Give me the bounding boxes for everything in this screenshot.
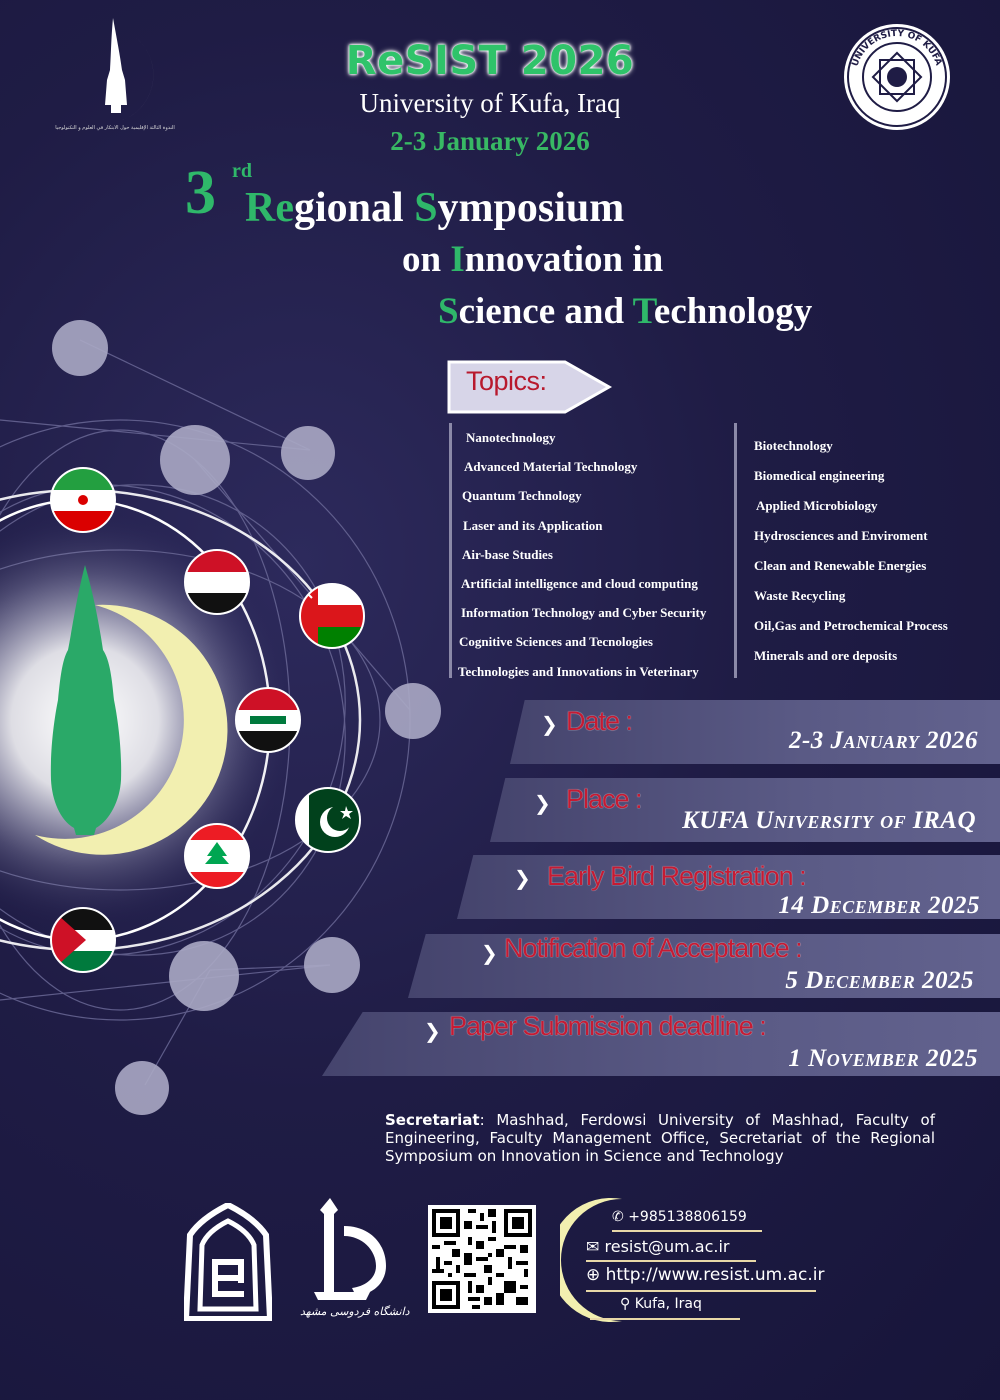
topic-item: Biotechnology	[754, 438, 833, 453]
secretariat-label: Secretariat	[385, 1111, 480, 1129]
divider	[586, 1260, 756, 1262]
envelope-icon: ✉	[586, 1237, 600, 1256]
topic-item: Applied Microbiology	[756, 498, 878, 513]
topic-item: Air-base Studies	[462, 546, 553, 562]
topics-divider	[734, 423, 737, 678]
topics-label: Topics:	[466, 366, 547, 396]
title-text: ymposium	[437, 185, 625, 231]
date-label: Date :	[566, 706, 633, 736]
secretariat-body: : Mashhad, Ferdowsi University of Mashhad, Faculty of Engineering, Faculty Management Office, Secretariat of the Regional Symposium on Innovation in Science and Technology	[385, 1111, 935, 1165]
topic-item: Cognitive Sciences and Tecnologies	[459, 634, 653, 650]
contact-phone[interactable]	[612, 1209, 747, 1225]
topic-item: Laser and its Application	[463, 517, 603, 533]
conference-dates: 2-3 January 2026	[390, 126, 590, 156]
contact-email[interactable]	[586, 1237, 729, 1256]
title-text: gional	[293, 185, 415, 231]
topics-column-2	[754, 438, 948, 678]
contact-location	[620, 1296, 702, 1312]
kufa-mosque-logo	[184, 1203, 272, 1321]
date-value: 2-3 January 2026	[788, 727, 978, 754]
title-text: on	[402, 239, 451, 280]
title-ordinal-number: 3	[185, 159, 216, 227]
title-text: nnovation in	[464, 239, 664, 280]
topic-item: Biomedical engineering	[754, 468, 885, 483]
email-address: resist@um.ac.ir	[604, 1237, 730, 1256]
submission-label: Paper Submission deadline :	[449, 1011, 766, 1041]
topic-item: Waste Recycling	[754, 588, 846, 603]
topic-item: Oil,Gas and Petrochemical Process	[754, 618, 948, 633]
topic-item: Artificial intelligence and cloud computing	[461, 575, 698, 591]
early-bird-value: 14 December 2025	[778, 892, 980, 919]
divider	[612, 1230, 762, 1232]
title-accent: T	[632, 291, 654, 332]
location-text: Kufa, Iraq	[634, 1296, 702, 1312]
chevron-right-icon: ❯	[424, 1019, 441, 1043]
title-line-1	[245, 184, 624, 232]
chevron-right-icon: ❯	[514, 866, 531, 890]
title-accent: I	[450, 239, 465, 280]
logo-caption: الندوة الثالثة الإقليمية حول الابتكار في العلوم و التكنولوجيا	[55, 125, 175, 131]
location-pin-icon: ⚲	[620, 1296, 631, 1312]
topic-item: Minerals and ore deposits	[754, 648, 898, 663]
divider	[586, 1290, 816, 1292]
title-line-2	[402, 238, 663, 281]
globe-icon: ⊕	[586, 1265, 601, 1285]
title-accent: S	[414, 185, 438, 231]
ferdowsi-caption: دانشگاه فردوسی مشهد	[300, 1305, 410, 1318]
qr-code[interactable]	[428, 1205, 536, 1313]
conference-name: ReSIST 2026	[345, 38, 635, 84]
topic-item: Clean and Renewable Energies	[754, 558, 927, 573]
topics-divider	[449, 423, 452, 678]
place-value: KUFA University of IRAQ	[682, 807, 976, 834]
kufa-university-seal	[842, 22, 952, 132]
title-line-3	[438, 290, 812, 333]
seal-text: UNIVERSITY OF KUFA	[850, 28, 944, 68]
symposium-logo	[55, 15, 175, 135]
ferdowsi-university-logo	[300, 1196, 410, 1324]
phone-icon: ✆	[612, 1209, 624, 1225]
contact-website[interactable]	[586, 1265, 825, 1285]
globe-illustration	[0, 300, 450, 1120]
chevron-right-icon: ❯	[541, 712, 558, 736]
title-ordinal-suffix: rd	[232, 160, 252, 182]
notification-label: Notification of Acceptance :	[504, 933, 802, 963]
website-url: http://www.resist.um.ac.ir	[605, 1265, 825, 1285]
phone-number: +985138806159	[628, 1209, 747, 1225]
title-text: echnology	[653, 291, 813, 332]
topic-item: Information Technology and Cyber Security	[461, 605, 707, 621]
chevron-right-icon: ❯	[481, 941, 498, 965]
divider	[590, 1318, 740, 1320]
title-accent: Re	[245, 185, 294, 231]
topic-item: Advanced Material Technology	[464, 459, 638, 475]
conference-university: University of Kufa, Iraq	[359, 88, 621, 118]
chevron-right-icon: ❯	[534, 791, 551, 815]
topics-column-1	[458, 430, 706, 693]
title-accent: S	[438, 291, 459, 332]
secretariat-text	[385, 1111, 935, 1165]
topic-item: Quantum Technology	[462, 488, 582, 504]
topic-item: Nanotechnology	[466, 430, 556, 445]
topic-item: Technologies and Innovations in Veterinary	[458, 663, 699, 679]
early-bird-label: Early Bird Registration :	[547, 861, 806, 891]
place-label: Place :	[566, 784, 642, 814]
submission-value: 1 November 2025	[788, 1045, 978, 1072]
topic-item: Hydrosciences and Enviroment	[754, 528, 928, 543]
notification-value: 5 December 2025	[785, 967, 974, 994]
title-text: cience and	[458, 291, 633, 332]
